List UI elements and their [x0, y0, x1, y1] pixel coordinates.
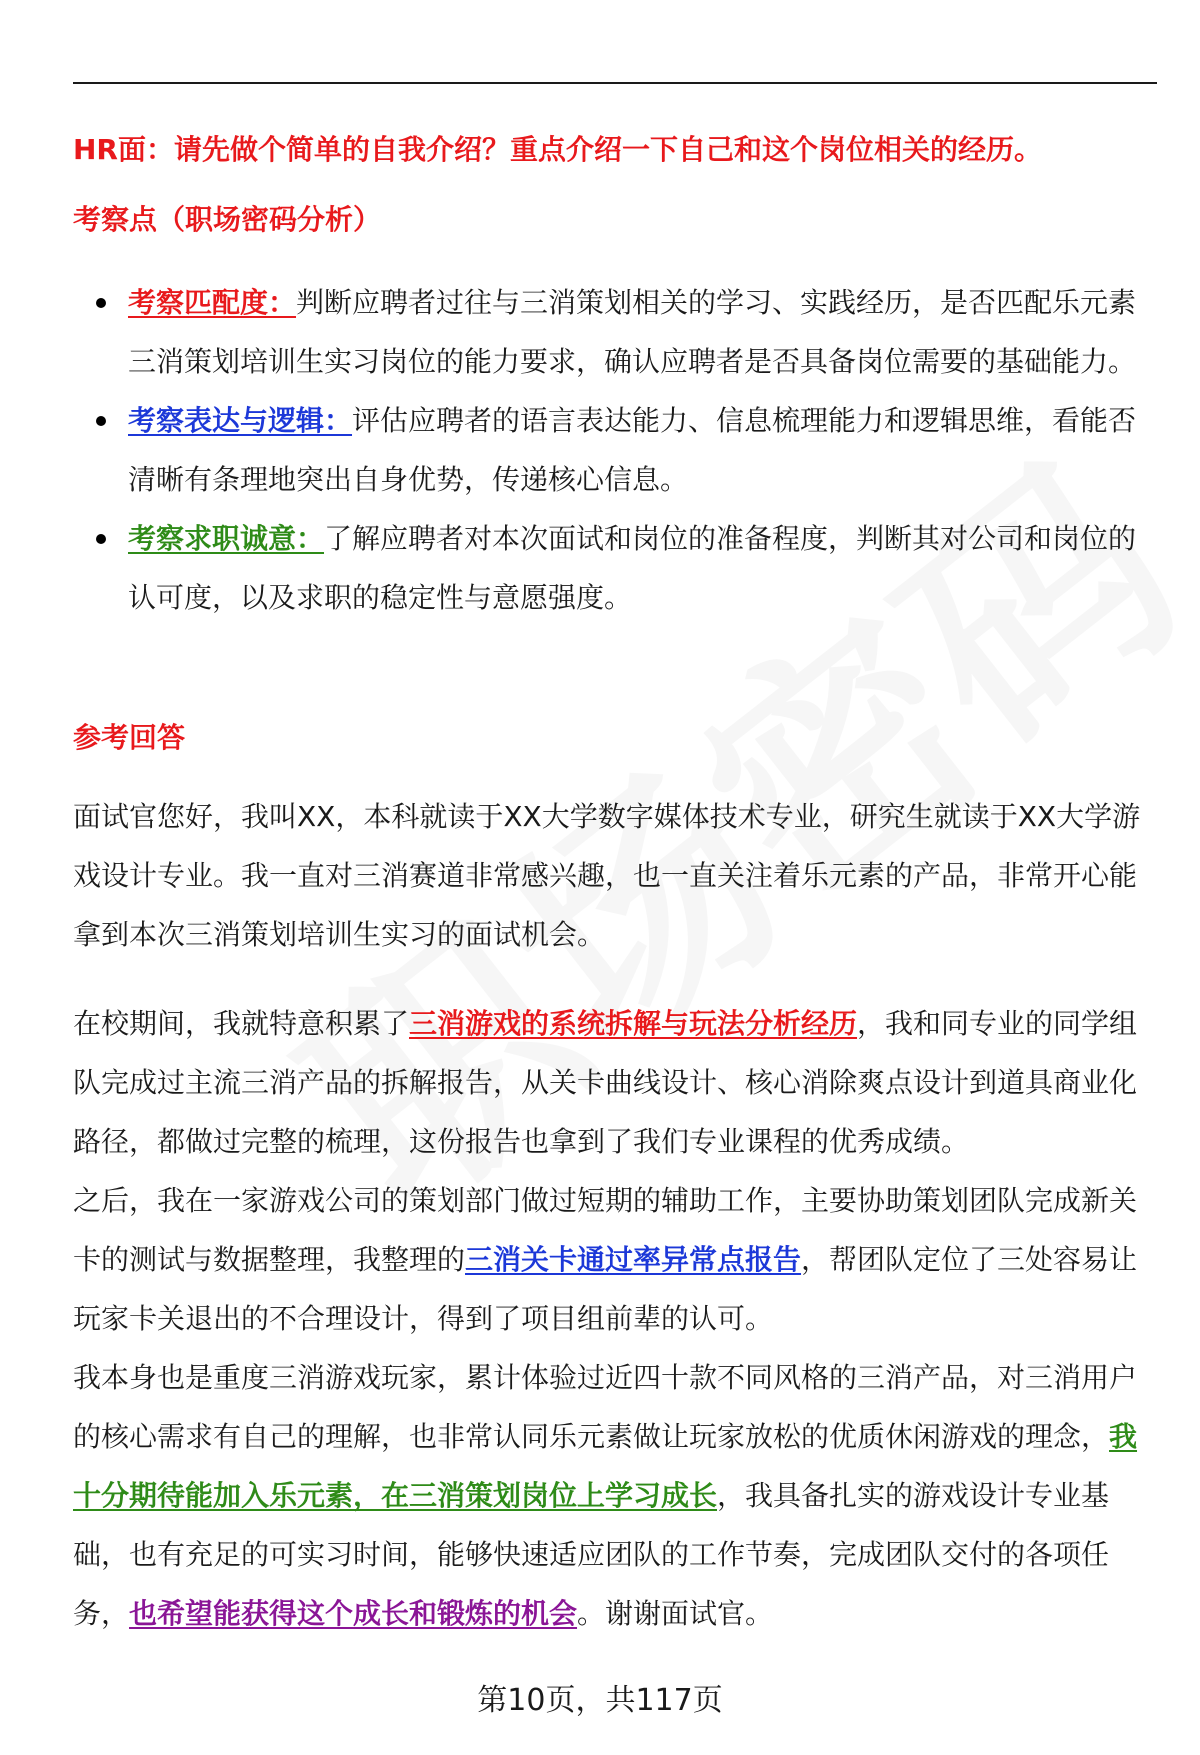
answer-body: [73, 787, 1160, 1643]
list-item: [96, 509, 1156, 627]
highlight-green: 我十分期待能加入乐元素，在三消策划岗位上学习成长: [73, 1420, 1138, 1512]
answer-paragraph: [73, 1171, 1160, 1348]
text-run: ，我和同专业的同学组队完成过主流三消产品的拆解报告，从关卡曲线设计、核心消除爽点设计到道具商业化路径，都做过完整的梳理，这份报告也拿到了我们专业课程的优秀成绩。: [73, 1007, 1138, 1158]
bullet-text: 评估应聘者的语言表达能力、信息梳理能力和逻辑思维，看能否清晰有条理地突出自身优势，传递核心信息。: [128, 404, 1137, 496]
analysis-list: [96, 273, 1156, 627]
bullet-text: 了解应聘者对本次面试和岗位的准备程度，判断其对公司和岗位的认可度，以及求职的稳定性与意愿强度。: [128, 522, 1137, 614]
highlight-blue: 三消关卡通过率异常点报告: [465, 1243, 802, 1276]
text-run: ，帮团队定位了三处容易让玩家卡关退出的不合理设计，得到了项目组前辈的认可。: [73, 1243, 1138, 1335]
question-heading: HR面：请先做个简单的自我介绍？重点介绍一下自己和这个岗位相关的经历。: [73, 133, 1042, 166]
text-run: 之后，我在一家游戏公司的策划部门做过短期的辅助工作，主要协助策划团队完成新关卡的测试与数据整理，我整理的: [73, 1184, 1138, 1276]
answer-paragraph: [73, 994, 1160, 1171]
section-title-analysis: 考察点（职场密码分析）: [73, 203, 382, 236]
text-run: ，我具备扎实的游戏设计专业基础，也有充足的可实习时间，能够快速适应团队的工作节奏，完成团队交付的各项任务，: [73, 1479, 1110, 1630]
bullet-text: 判断应聘者过往与三消策划相关的学习、实践经历，是否匹配乐元素三消策划培训生实习岗位的能力要求，确认应聘者是否具备岗位需要的基础能力。: [128, 286, 1137, 378]
text-run: 我本身也是重度三消游戏玩家，累计体验过近四十款不同风格的三消产品，对三消用户的核心需求有自己的理解，也非常认同乐元素做让玩家放松的优质休闲游戏的理念，: [73, 1361, 1138, 1453]
answer-paragraph: [73, 1348, 1160, 1643]
list-item: [96, 391, 1156, 509]
page-footer: 第10页，共117页: [477, 1683, 723, 1718]
highlight-purple: 也希望能获得这个成长和锻炼的机会: [129, 1597, 578, 1630]
bullet-key: 考察求职诚意：: [128, 522, 325, 555]
header-rule: [73, 82, 1157, 84]
text-run: 。谢谢面试官。: [577, 1597, 774, 1630]
bullet-key: 考察匹配度：: [128, 286, 297, 319]
answer-paragraph: 面试官您好，我叫XX，本科就读于XX大学数字媒体技术专业，研究生就读于XX大学游戏设计专业。我一直对三消赛道非常感兴趣，也一直关注着乐元素的产品，非常开心能拿到本次三消策划培训生实习的面试机会。: [73, 800, 1141, 951]
list-item: [96, 273, 1156, 391]
bullet-key: 考察表达与逻辑：: [128, 404, 353, 437]
text-run: 在校期间，我就特意积累了: [73, 1007, 410, 1040]
section-title-answer: 参考回答: [73, 721, 186, 754]
highlight-red: 三消游戏的系统拆解与玩法分析经历: [409, 1007, 858, 1040]
